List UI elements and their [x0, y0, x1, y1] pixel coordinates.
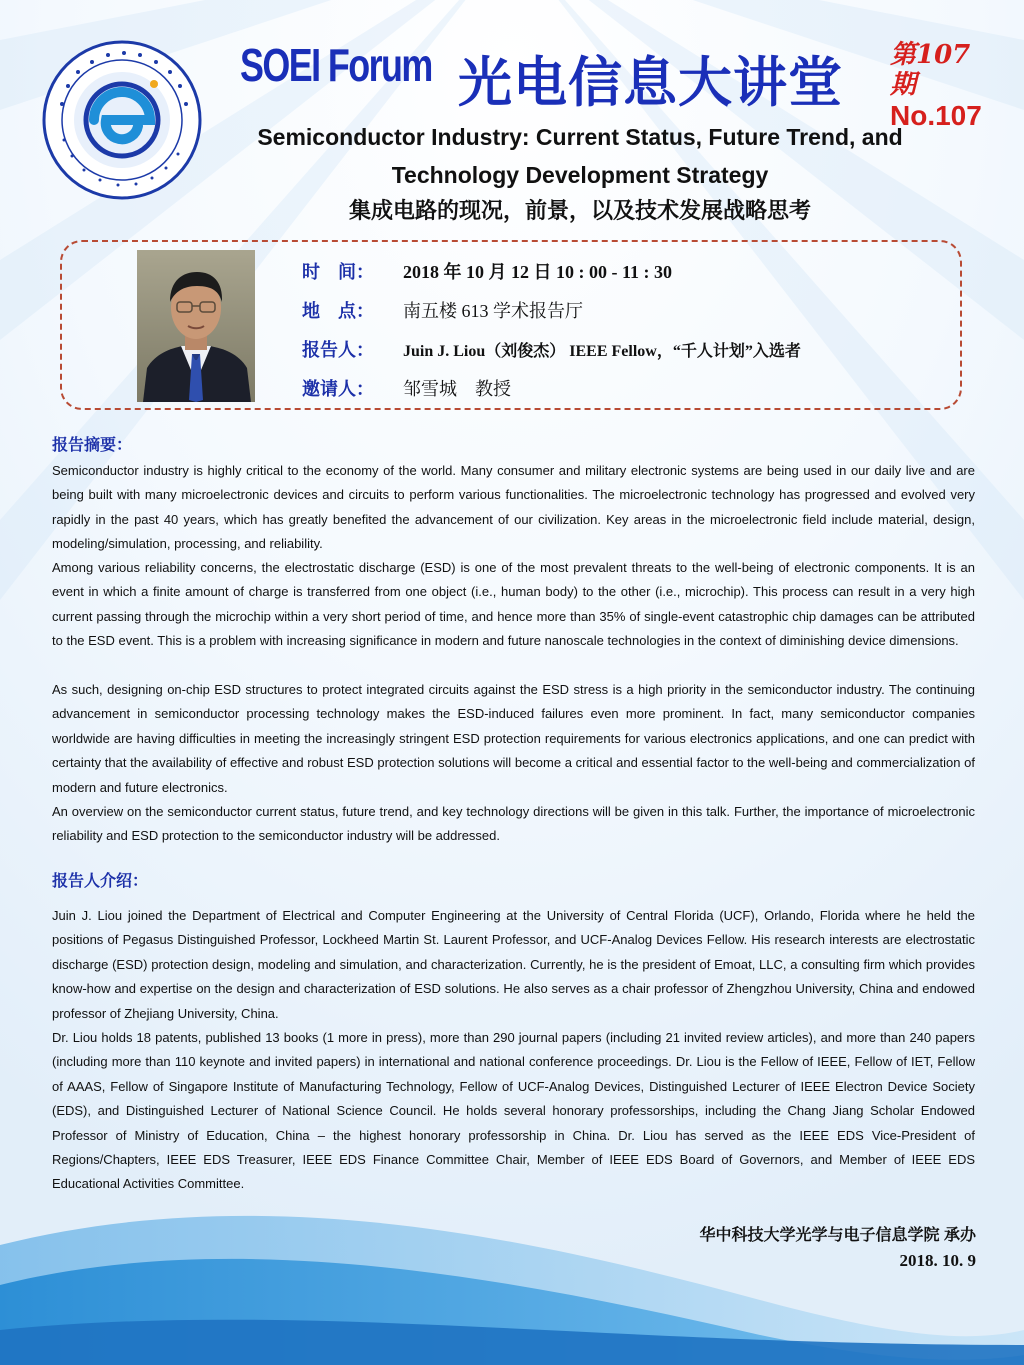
speaker-photo	[137, 250, 255, 402]
issue-date: 2018. 10. 9	[899, 1251, 976, 1270]
info-row-host	[302, 371, 962, 410]
abstract-paragraph: An overview on the semiconductor current status, future trend, and key technology directions will be given in this talk. Further, the importance of microelectronic reliability and ESD protection to the semiconductor industry will be addressed.	[52, 804, 975, 844]
place-value: 南五楼 613 学术报告厅	[403, 301, 584, 321]
abstract-paragraph: Semiconductor industry is highly critical to the economy of the world. Many consumer and military electronic systems are being used in our daily live and are being built with many microelectronic devices and circuits to perform various functionalities. The microelectronic technology has progressed and evolved very rapidly in the past 40 years, which has greatly benefited the advancement of our civilization. Key areas in the microelectronic field include material, design, modeling/simulation, processing, and reliability.	[52, 463, 975, 552]
talk-title-zh: 集成电路的现况，前景，以及技术发展战略思考	[348, 198, 811, 223]
time-label: 时 间：	[302, 262, 374, 282]
speaker-label: 报告人：	[302, 340, 374, 360]
issue-number-en: No.107	[890, 100, 982, 131]
talk-title-en	[170, 118, 990, 194]
issue-number-zh: 第107期	[890, 40, 971, 100]
speaker-value: Juin J. Liou（刘俊杰） IEEE Fellow，“千人计划”入选者	[403, 343, 801, 360]
organizer: 华中科技大学光学与电子信息学院 承办	[699, 1227, 976, 1244]
bio-paragraph: Juin J. Liou joined the Department of Electrical and Computer Engineering at the University of Central Florida (UCF), Orlando, Florida where he held the positions of Pegasus Distinguished Professor, Lockheed Martin St. Laurent Professor, and UCF-Analog Devices Fellow. His research interests are electrostatic discharge (ESD) protection design, modeling and simulation, and characterization. Currently, he is the president of Emoat, LLC, a consulting firm which provides know-how and expertise on the design and characterization of ESD solutions. He also serves as a chair professor of Zhengzhou University, China and endowed professor of Zhejiang University, China.	[52, 908, 975, 1021]
forum-title-zh: 光电信息大讲堂	[458, 53, 843, 113]
talk-title-en-line1: Semiconductor Industry: Current Status, Future Trend, and	[257, 124, 903, 150]
time-value: 2018 年 10 月 12 日 10 : 00 - 11 : 30	[403, 262, 673, 282]
abstract-paragraph: As such, designing on-chip ESD structures to protect integrated circuits against the ESD stress is a high priority in the semiconductor industry. The continuing advancement in semiconductor processing technology makes the ESD-induced failures even more prominent. In fact, many semiconductor companies worldwide are having difficulties in meeting the increasingly stringent ESD protection requirements for various electronics applications, and one can predict with certainty that the availability of effective and robust ESD protection solutions will become a critical and essential factor to the well-being and commercialization of modern and future electronics.	[52, 682, 975, 795]
abstract-paragraph: Among various reliability concerns, the electrostatic discharge (ESD) is one of the most prevalent threats to the well-being of electronic components. It is an event in which a finite amount of charge is transferred from one object (i.e., human body) to the other (i.e., microchip). This process can result in a very high current passing through the microchip within a very short period of time, and hence more than 35% of single-event catastrophic chip damages can be attributed to the ESD event. This is a problem with increasing significance in modern and future nanoscale technologies in the context of diminishing device dimensions.	[52, 560, 975, 649]
host-value: 邹雪城 教授	[403, 379, 512, 399]
info-row-place	[302, 293, 962, 332]
bio-heading: 报告人介绍：	[52, 873, 149, 890]
info-row-speaker	[302, 332, 962, 371]
info-row-time	[302, 254, 962, 293]
forum-title-en: SOEI Forum	[240, 39, 432, 91]
host-label: 邀请人：	[302, 379, 374, 399]
abstract-heading: 报告摘要：	[52, 437, 133, 454]
talk-info	[302, 254, 962, 410]
bio-paragraph: Dr. Liou holds 18 patents, published 13 books (1 more in press), more than 290 journal papers (including 21 invited review articles), and more than 240 papers (including more than 110 keynote and invited papers) in international and national conference proceedings. Dr. Liou is the Fellow of IEEE, Fellow of IET, Fellow of AAAS, Fellow of Singapore Institute of Manufacturing Technology, Fellow of UCF-Analog Devices, Distinguished Lecturer of IEEE Electron Device Society (EDS), and Distinguished Lecturer of National Science Council. He holds several honorary professorships, including the Chang Jiang Scholar Endowed Professor of Ministry of Education, China – the highest honorary professorship in China. Dr. Liou has served as the IEEE EDS Vice-President of Regions/Chapters, IEEE EDS Treasurer, IEEE EDS Finance Committee Chair, Member of IEEE EDS Board of Governors, and Member of IEEE EDS Educational Activities Committee.	[52, 1030, 975, 1192]
forum-title	[240, 38, 880, 113]
place-label: 地 点：	[302, 301, 374, 321]
talk-title-en-line2: Technology Development Strategy	[391, 162, 769, 188]
